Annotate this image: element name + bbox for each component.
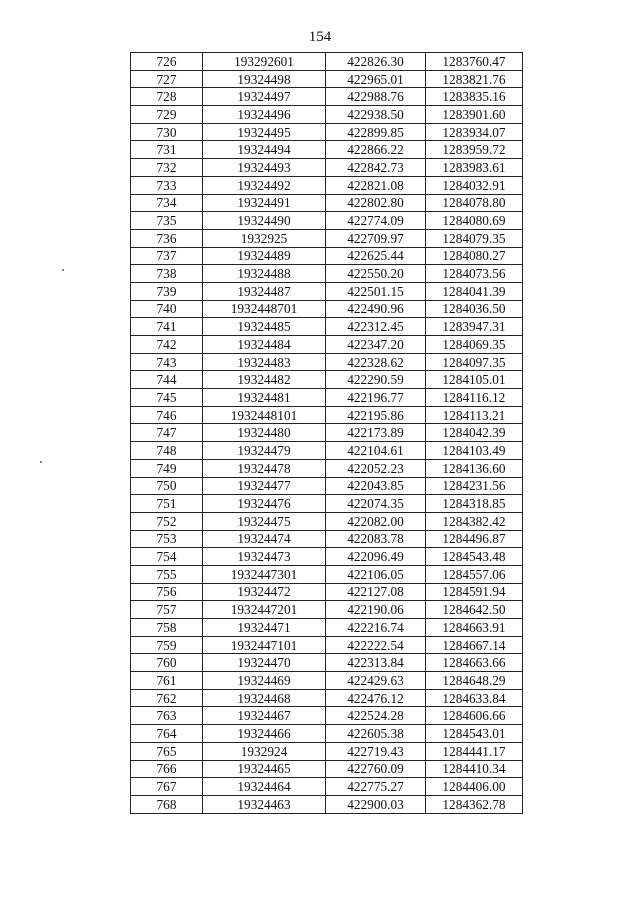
table-row <box>131 141 523 159</box>
page-number: 154 <box>308 29 332 45</box>
table-row <box>131 123 523 141</box>
x-coordinate-cell: 422760.09 <box>326 760 426 778</box>
table-row <box>131 495 523 513</box>
x-coordinate-cell: 422866.22 <box>326 141 426 159</box>
point-id-cell: 19324496 <box>203 106 326 124</box>
point-number-cell: 761 <box>131 672 203 690</box>
table-row <box>131 176 523 194</box>
y-coordinate-cell: 1284080.69 <box>426 212 523 230</box>
x-coordinate-cell: 422821.08 <box>326 176 426 194</box>
y-coordinate-cell: 1284648.29 <box>426 672 523 690</box>
point-id-cell: 19324466 <box>203 725 326 743</box>
point-id-cell: 19324465 <box>203 760 326 778</box>
table-row <box>131 194 523 212</box>
point-id-cell: 19324495 <box>203 123 326 141</box>
y-coordinate-cell: 1284606.66 <box>426 707 523 725</box>
y-coordinate-cell: 1284543.48 <box>426 548 523 566</box>
point-id-cell: 19324463 <box>203 795 326 813</box>
table-row <box>131 689 523 707</box>
table-row <box>131 459 523 477</box>
x-coordinate-cell: 422173.89 <box>326 424 426 442</box>
point-number-cell: 736 <box>131 229 203 247</box>
point-number-cell: 764 <box>131 725 203 743</box>
x-coordinate-cell: 422490.96 <box>326 300 426 318</box>
table-row <box>131 548 523 566</box>
point-id-cell: 19324492 <box>203 176 326 194</box>
y-coordinate-cell: 1284113.21 <box>426 406 523 424</box>
point-id-cell: 1932447301 <box>203 565 326 583</box>
y-coordinate-cell: 1284663.66 <box>426 654 523 672</box>
x-coordinate-cell: 422826.30 <box>326 53 426 71</box>
table-row <box>131 795 523 813</box>
y-coordinate-cell: 1284441.17 <box>426 742 523 760</box>
point-number-cell: 765 <box>131 742 203 760</box>
y-coordinate-cell: 1284105.01 <box>426 371 523 389</box>
table-row <box>131 565 523 583</box>
point-number-cell: 745 <box>131 389 203 407</box>
table-row <box>131 318 523 336</box>
point-number-cell: 750 <box>131 477 203 495</box>
y-coordinate-cell: 1284591.94 <box>426 583 523 601</box>
x-coordinate-cell: 422074.35 <box>326 495 426 513</box>
point-id-cell: 19324483 <box>203 353 326 371</box>
point-id-cell: 19324487 <box>203 282 326 300</box>
table-row <box>131 601 523 619</box>
point-number-cell: 743 <box>131 353 203 371</box>
y-coordinate-cell: 1284557.06 <box>426 565 523 583</box>
y-coordinate-cell: 1284633.84 <box>426 689 523 707</box>
table-row <box>131 512 523 530</box>
y-coordinate-cell: 1284080.27 <box>426 247 523 265</box>
table-row <box>131 336 523 354</box>
y-coordinate-cell: 1283934.07 <box>426 123 523 141</box>
point-id-cell: 19324479 <box>203 442 326 460</box>
x-coordinate-cell: 422774.09 <box>326 212 426 230</box>
point-id-cell: 19324484 <box>203 336 326 354</box>
x-coordinate-cell: 422965.01 <box>326 70 426 88</box>
point-number-cell: 732 <box>131 159 203 177</box>
table-row <box>131 300 523 318</box>
table-row <box>131 229 523 247</box>
x-coordinate-cell: 422347.20 <box>326 336 426 354</box>
point-id-cell: 1932448701 <box>203 300 326 318</box>
point-id-cell: 19324464 <box>203 778 326 796</box>
y-coordinate-cell: 1284078.80 <box>426 194 523 212</box>
y-coordinate-cell: 1284496.87 <box>426 530 523 548</box>
x-coordinate-cell: 422605.38 <box>326 725 426 743</box>
point-number-cell: 735 <box>131 212 203 230</box>
point-number-cell: 749 <box>131 459 203 477</box>
x-coordinate-cell: 422550.20 <box>326 265 426 283</box>
table-row <box>131 53 523 71</box>
point-id-cell: 19324474 <box>203 530 326 548</box>
point-id-cell: 1932447201 <box>203 601 326 619</box>
point-number-cell: 734 <box>131 194 203 212</box>
x-coordinate-cell: 422429.63 <box>326 672 426 690</box>
y-coordinate-cell: 1284032.91 <box>426 176 523 194</box>
point-id-cell: 1932924 <box>203 742 326 760</box>
x-coordinate-cell: 422476.12 <box>326 689 426 707</box>
point-number-cell: 768 <box>131 795 203 813</box>
table-row <box>131 619 523 637</box>
x-coordinate-cell: 422988.76 <box>326 88 426 106</box>
point-id-cell: 19324497 <box>203 88 326 106</box>
point-number-cell: 759 <box>131 636 203 654</box>
point-id-cell: 19324489 <box>203 247 326 265</box>
x-coordinate-cell: 422312.45 <box>326 318 426 336</box>
y-coordinate-cell: 1284543.01 <box>426 725 523 743</box>
x-coordinate-cell: 422775.27 <box>326 778 426 796</box>
table-row <box>131 247 523 265</box>
point-number-cell: 753 <box>131 530 203 548</box>
point-number-cell: 739 <box>131 282 203 300</box>
point-number-cell: 727 <box>131 70 203 88</box>
y-coordinate-cell: 1284663.91 <box>426 619 523 637</box>
point-number-cell: 757 <box>131 601 203 619</box>
point-id-cell: 19324493 <box>203 159 326 177</box>
table-row <box>131 70 523 88</box>
scan-speck <box>40 461 42 463</box>
x-coordinate-cell: 422196.77 <box>326 389 426 407</box>
x-coordinate-cell: 422127.08 <box>326 583 426 601</box>
point-number-cell: 754 <box>131 548 203 566</box>
table-row <box>131 353 523 371</box>
table-row <box>131 442 523 460</box>
table-row <box>131 282 523 300</box>
y-coordinate-cell: 1284073.56 <box>426 265 523 283</box>
x-coordinate-cell: 422842.73 <box>326 159 426 177</box>
table-row <box>131 406 523 424</box>
x-coordinate-cell: 422104.61 <box>326 442 426 460</box>
y-coordinate-cell: 1284116.12 <box>426 389 523 407</box>
point-id-cell: 19324498 <box>203 70 326 88</box>
point-number-cell: 766 <box>131 760 203 778</box>
point-number-cell: 729 <box>131 106 203 124</box>
point-id-cell: 19324478 <box>203 459 326 477</box>
y-coordinate-cell: 1284079.35 <box>426 229 523 247</box>
table-row <box>131 159 523 177</box>
y-coordinate-cell: 1283760.47 <box>426 53 523 71</box>
x-coordinate-cell: 422290.59 <box>326 371 426 389</box>
table-row <box>131 371 523 389</box>
point-number-cell: 748 <box>131 442 203 460</box>
point-number-cell: 747 <box>131 424 203 442</box>
point-id-cell: 1932447101 <box>203 636 326 654</box>
y-coordinate-cell: 1284667.14 <box>426 636 523 654</box>
table-row <box>131 389 523 407</box>
x-coordinate-cell: 422195.86 <box>326 406 426 424</box>
x-coordinate-cell: 422900.03 <box>326 795 426 813</box>
x-coordinate-cell: 422083.78 <box>326 530 426 548</box>
point-id-cell: 19324482 <box>203 371 326 389</box>
point-id-cell: 19324481 <box>203 389 326 407</box>
point-id-cell: 19324472 <box>203 583 326 601</box>
y-coordinate-cell: 1283821.76 <box>426 70 523 88</box>
coordinates-table <box>130 52 523 814</box>
point-number-cell: 738 <box>131 265 203 283</box>
point-number-cell: 740 <box>131 300 203 318</box>
table-row <box>131 725 523 743</box>
x-coordinate-cell: 422328.62 <box>326 353 426 371</box>
x-coordinate-cell: 422524.28 <box>326 707 426 725</box>
y-coordinate-cell: 1284036.50 <box>426 300 523 318</box>
x-coordinate-cell: 422222.54 <box>326 636 426 654</box>
x-coordinate-cell: 422899.85 <box>326 123 426 141</box>
point-id-cell: 19324491 <box>203 194 326 212</box>
point-id-cell: 1932448101 <box>203 406 326 424</box>
point-number-cell: 760 <box>131 654 203 672</box>
point-id-cell: 193292601 <box>203 53 326 71</box>
x-coordinate-cell: 422106.05 <box>326 565 426 583</box>
point-number-cell: 758 <box>131 619 203 637</box>
y-coordinate-cell: 1284231.56 <box>426 477 523 495</box>
y-coordinate-cell: 1284041.39 <box>426 282 523 300</box>
point-id-cell: 19324470 <box>203 654 326 672</box>
table-row <box>131 778 523 796</box>
point-number-cell: 733 <box>131 176 203 194</box>
x-coordinate-cell: 422709.97 <box>326 229 426 247</box>
table-row <box>131 742 523 760</box>
y-coordinate-cell: 1284042.39 <box>426 424 523 442</box>
point-number-cell: 767 <box>131 778 203 796</box>
x-coordinate-cell: 422043.85 <box>326 477 426 495</box>
point-number-cell: 763 <box>131 707 203 725</box>
point-number-cell: 755 <box>131 565 203 583</box>
point-number-cell: 746 <box>131 406 203 424</box>
y-coordinate-cell: 1283947.31 <box>426 318 523 336</box>
point-id-cell: 19324467 <box>203 707 326 725</box>
point-id-cell: 19324469 <box>203 672 326 690</box>
y-coordinate-cell: 1284382.42 <box>426 512 523 530</box>
x-coordinate-cell: 422096.49 <box>326 548 426 566</box>
coordinates-table-body <box>131 53 523 814</box>
x-coordinate-cell: 422719.43 <box>326 742 426 760</box>
point-number-cell: 726 <box>131 53 203 71</box>
x-coordinate-cell: 422216.74 <box>326 619 426 637</box>
y-coordinate-cell: 1284642.50 <box>426 601 523 619</box>
y-coordinate-cell: 1283901.60 <box>426 106 523 124</box>
point-number-cell: 730 <box>131 123 203 141</box>
x-coordinate-cell: 422313.84 <box>326 654 426 672</box>
table-row <box>131 88 523 106</box>
table-row <box>131 654 523 672</box>
y-coordinate-cell: 1284136.60 <box>426 459 523 477</box>
table-row <box>131 672 523 690</box>
point-id-cell: 19324475 <box>203 512 326 530</box>
table-row <box>131 424 523 442</box>
y-coordinate-cell: 1284406.00 <box>426 778 523 796</box>
point-number-cell: 751 <box>131 495 203 513</box>
table-row <box>131 760 523 778</box>
table-row <box>131 583 523 601</box>
x-coordinate-cell: 422190.06 <box>326 601 426 619</box>
point-id-cell: 19324488 <box>203 265 326 283</box>
point-id-cell: 19324494 <box>203 141 326 159</box>
point-id-cell: 19324468 <box>203 689 326 707</box>
point-id-cell: 19324477 <box>203 477 326 495</box>
point-number-cell: 731 <box>131 141 203 159</box>
y-coordinate-cell: 1283959.72 <box>426 141 523 159</box>
point-id-cell: 19324473 <box>203 548 326 566</box>
table-row <box>131 212 523 230</box>
x-coordinate-cell: 422802.80 <box>326 194 426 212</box>
point-number-cell: 756 <box>131 583 203 601</box>
y-coordinate-cell: 1283983.61 <box>426 159 523 177</box>
point-id-cell: 19324490 <box>203 212 326 230</box>
point-number-cell: 741 <box>131 318 203 336</box>
scan-speck <box>62 269 64 271</box>
y-coordinate-cell: 1283835.16 <box>426 88 523 106</box>
x-coordinate-cell: 422625.44 <box>326 247 426 265</box>
point-number-cell: 728 <box>131 88 203 106</box>
x-coordinate-cell: 422082.00 <box>326 512 426 530</box>
table-row <box>131 530 523 548</box>
table-row <box>131 477 523 495</box>
y-coordinate-cell: 1284103.49 <box>426 442 523 460</box>
point-number-cell: 737 <box>131 247 203 265</box>
y-coordinate-cell: 1284097.35 <box>426 353 523 371</box>
point-id-cell: 19324485 <box>203 318 326 336</box>
y-coordinate-cell: 1284362.78 <box>426 795 523 813</box>
y-coordinate-cell: 1284069.35 <box>426 336 523 354</box>
table-row <box>131 106 523 124</box>
point-number-cell: 744 <box>131 371 203 389</box>
y-coordinate-cell: 1284410.34 <box>426 760 523 778</box>
point-id-cell: 19324480 <box>203 424 326 442</box>
table-row <box>131 707 523 725</box>
point-id-cell: 19324476 <box>203 495 326 513</box>
point-number-cell: 752 <box>131 512 203 530</box>
point-id-cell: 19324471 <box>203 619 326 637</box>
x-coordinate-cell: 422052.23 <box>326 459 426 477</box>
point-number-cell: 762 <box>131 689 203 707</box>
point-number-cell: 742 <box>131 336 203 354</box>
x-coordinate-cell: 422938.50 <box>326 106 426 124</box>
table-row <box>131 636 523 654</box>
table-row <box>131 265 523 283</box>
y-coordinate-cell: 1284318.85 <box>426 495 523 513</box>
point-id-cell: 1932925 <box>203 229 326 247</box>
x-coordinate-cell: 422501.15 <box>326 282 426 300</box>
